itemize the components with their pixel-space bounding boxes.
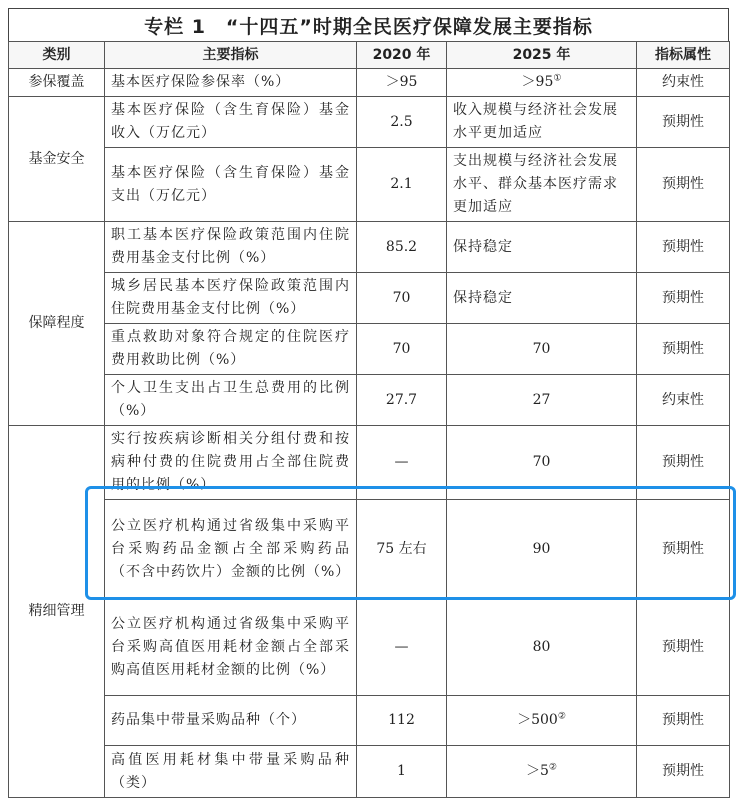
table-row [9, 273, 730, 324]
value-2025: 保持稳定 [447, 222, 637, 273]
indicator-cell: 高值医用耗材集中带量采购品种（类） [105, 746, 357, 798]
attribute-cell: 预期性 [637, 500, 730, 600]
table-row [9, 148, 730, 222]
indicator-cell: 基本医疗保险（含生育保险）基金收入（万亿元） [105, 97, 357, 148]
table-row [9, 500, 730, 600]
table-row [9, 69, 730, 97]
indicator-cell: 药品集中带量采购品种（个） [105, 696, 357, 746]
table-row [9, 97, 730, 148]
attribute-cell: 预期性 [637, 600, 730, 696]
value-2020: 85.2 [357, 222, 447, 273]
value-2020: 70 [357, 324, 447, 375]
value-2025: ＞500② [447, 696, 637, 746]
attribute-cell: 约束性 [637, 69, 730, 97]
indicator-cell: 公立医疗机构通过省级集中采购平台采购药品金额占全部采购药品（不含中药饮片）金额的比例（%） [105, 500, 357, 600]
footnote-marker: ① [553, 73, 562, 84]
value-2025: 保持稳定 [447, 273, 637, 324]
table-row [9, 222, 730, 273]
value-2025: 70 [447, 426, 637, 500]
header-2020: 2020 年 [357, 42, 447, 69]
table-title: 专栏 1 “十四五”时期全民医疗保障发展主要指标 [8, 8, 729, 42]
value-2020: — [357, 426, 447, 500]
table-row [9, 600, 730, 696]
indicators-table [8, 41, 730, 798]
value-2025: 70 [447, 324, 637, 375]
indicator-cell: 重点救助对象符合规定的住院医疗费用救助比例（%） [105, 324, 357, 375]
category-refine: 精细管理 [9, 426, 105, 798]
value-2025: ＞5② [447, 746, 637, 798]
table-row [9, 426, 730, 500]
value-2020: — [357, 600, 447, 696]
header-attribute: 指标属性 [637, 42, 730, 69]
footnote-marker: ② [548, 762, 557, 773]
indicator-cell: 基本医疗保险参保率（%） [105, 69, 357, 97]
attribute-cell: 预期性 [637, 426, 730, 500]
value-2020: 2.5 [357, 97, 447, 148]
value-2025: 27 [447, 375, 637, 426]
value-2020: 2.1 [357, 148, 447, 222]
value-2020: 1 [357, 746, 447, 798]
footnote-marker: ② [557, 711, 566, 722]
value-2025: 90 [447, 500, 637, 600]
category-coverage: 参保覆盖 [9, 69, 105, 97]
table-row [9, 746, 730, 798]
attribute-cell: 预期性 [637, 273, 730, 324]
value-2020: 112 [357, 696, 447, 746]
value-2025: 支出规模与经济社会发展水平、群众基本医疗需求更加适应 [447, 148, 637, 222]
indicator-cell: 职工基本医疗保险政策范围内住院费用基金支付比例（%） [105, 222, 357, 273]
value-2020: 70 [357, 273, 447, 324]
header-indicator: 主要指标 [105, 42, 357, 69]
value-2020: ＞95 [357, 69, 447, 97]
value-2020: 27.7 [357, 375, 447, 426]
attribute-cell: 预期性 [637, 696, 730, 746]
table-row [9, 375, 730, 426]
category-fund: 基金安全 [9, 97, 105, 222]
indicator-cell: 基本医疗保险（含生育保险）基金支出（万亿元） [105, 148, 357, 222]
attribute-cell: 约束性 [637, 375, 730, 426]
attribute-cell: 预期性 [637, 148, 730, 222]
header-2025: 2025 年 [447, 42, 637, 69]
table-row [9, 696, 730, 746]
attribute-cell: 预期性 [637, 324, 730, 375]
table-row [9, 324, 730, 375]
value-2025: ＞95① [447, 69, 637, 97]
indicator-cell: 公立医疗机构通过省级集中采购平台采购高值医用耗材金额占全部采购高值医用耗材金额的比例（%） [105, 600, 357, 696]
value-2020: 75 左右 [357, 500, 447, 600]
attribute-cell: 预期性 [637, 222, 730, 273]
indicator-cell: 实行按疾病诊断相关分组付费和按病种付费的住院费用占全部住院费用的比例（%） [105, 426, 357, 500]
header-row [9, 42, 730, 69]
indicator-cell: 城乡居民基本医疗保险政策范围内住院费用基金支付比例（%） [105, 273, 357, 324]
value-2025: 收入规模与经济社会发展水平更加适应 [447, 97, 637, 148]
attribute-cell: 预期性 [637, 97, 730, 148]
header-category: 类别 [9, 42, 105, 69]
attribute-cell: 预期性 [637, 746, 730, 798]
category-level: 保障程度 [9, 222, 105, 426]
indicator-cell: 个人卫生支出占卫生总费用的比例（%） [105, 375, 357, 426]
value-2025: 80 [447, 600, 637, 696]
